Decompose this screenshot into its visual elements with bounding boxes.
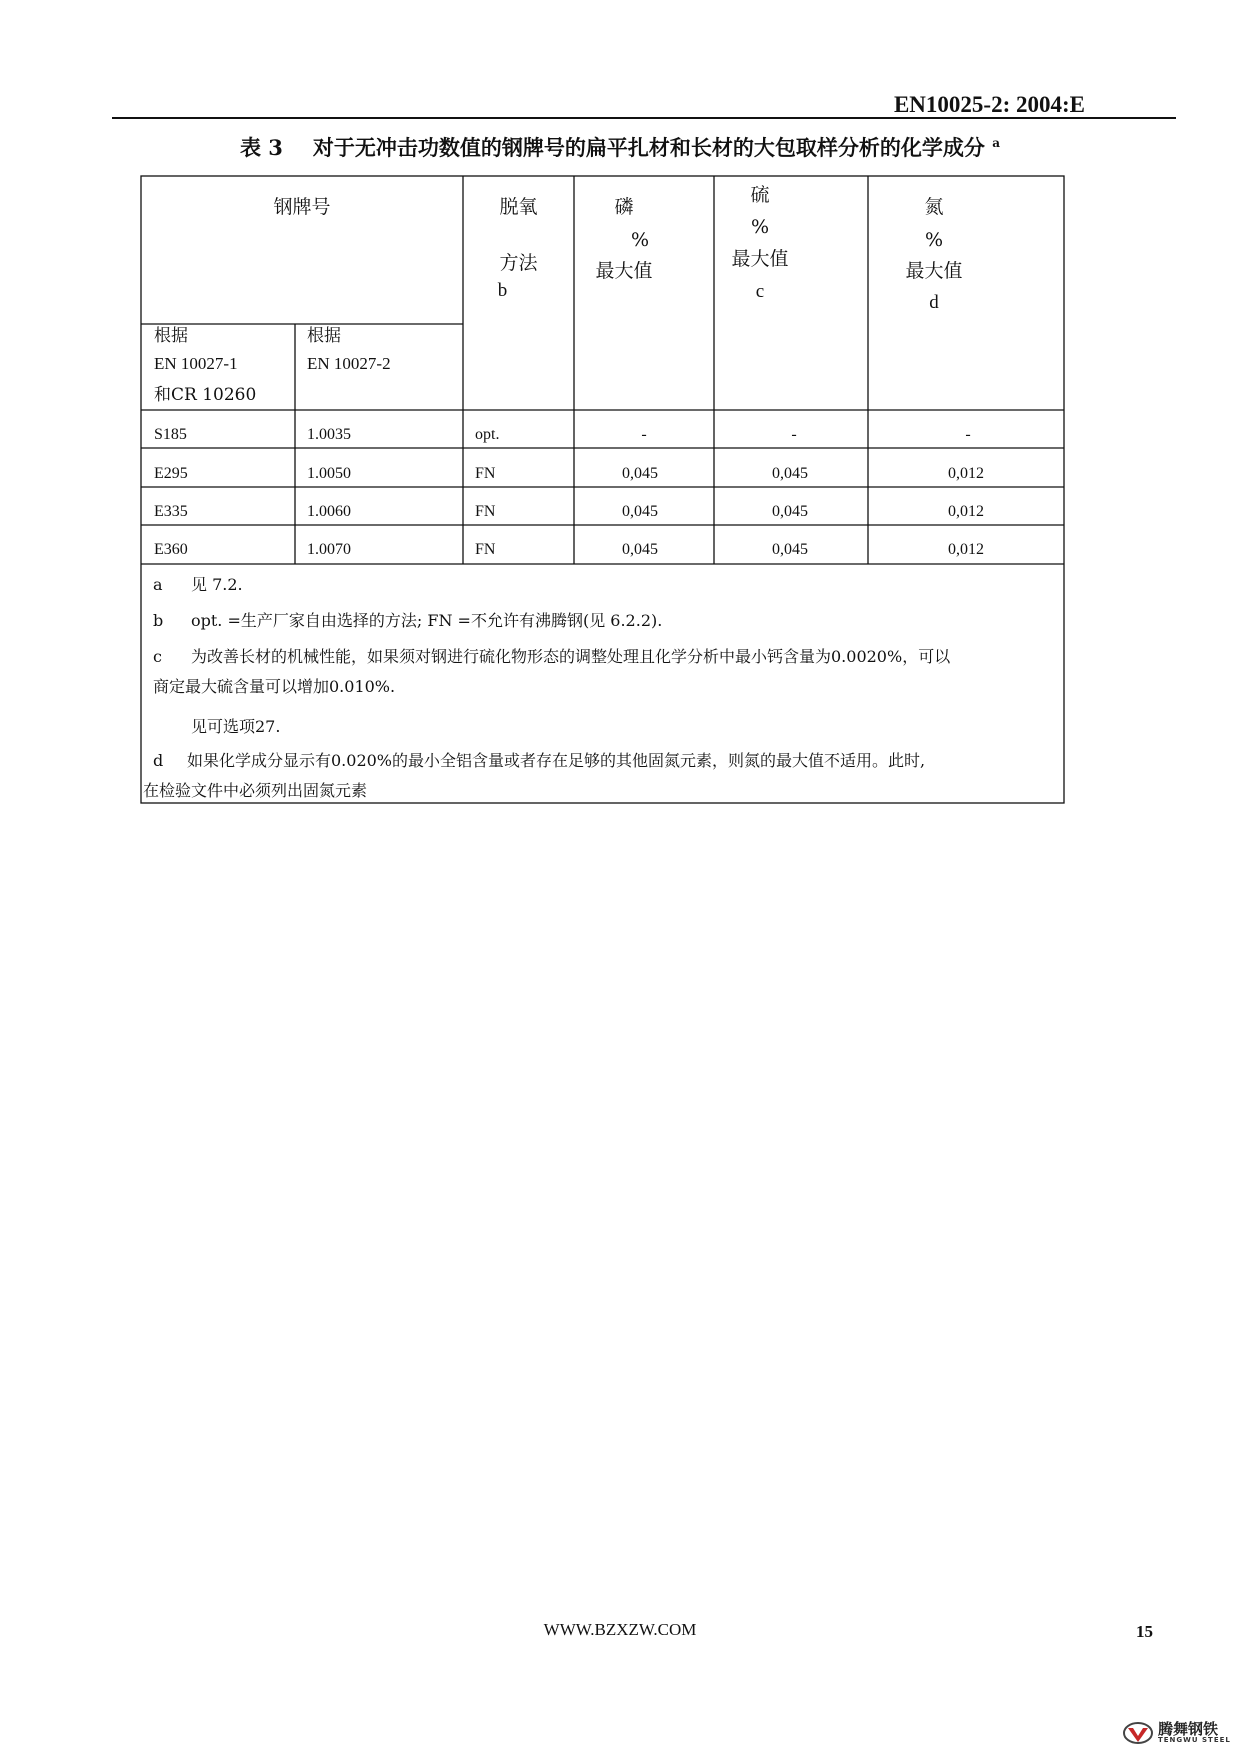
header-deox-line3: b (497, 280, 508, 301)
table-row-3-n: 0,012 (948, 503, 984, 520)
footnote-c-text-2: 商定最大硫含量可以增加0.010%. (153, 677, 396, 696)
header-s-line3: 最大值 (731, 248, 789, 270)
table-row-2-p: 0,045 (622, 465, 658, 482)
table-row-3-number: 1.0060 (307, 503, 351, 520)
footnote-a-key: a (153, 575, 163, 594)
footnote-a (153, 572, 243, 595)
table-row-3-s: 0,045 (772, 503, 808, 520)
table-row-1-number: 1.0035 (307, 426, 351, 443)
header-s-line2: % (750, 216, 770, 238)
footnote-d-text-1: 如果化学成分显示有0.020%的最小全铝含量或者存在足够的其他固氮元素，则氮的最大值不适用。此时, (187, 751, 926, 770)
footnote-b (153, 608, 662, 631)
table-row-3-p: 0,045 (622, 503, 658, 520)
table-row-4-s: 0,045 (772, 541, 808, 558)
table-title-text: 对于无冲击功数值的钢牌号的扁平扎材和长材的大包取样分析的化学成分 (312, 135, 985, 160)
standard-code: EN10025-2: 2004:E (893, 92, 1085, 117)
table-row-2-number: 1.0050 (307, 465, 351, 482)
header-n-line1: 氮 (924, 196, 944, 218)
header-by-number-line2: EN 10027-2 (307, 354, 391, 373)
table-row-4-n: 0,012 (948, 541, 984, 558)
footnote-d-key: d (153, 751, 164, 770)
header-p-line2: % (630, 229, 650, 251)
header-deox-line2: 方法 (499, 252, 538, 274)
footnote-d (153, 748, 925, 771)
table-row-1-p: - (641, 426, 647, 443)
brand-name-cn: 腾舞钢铁 (1158, 1720, 1219, 1738)
page-number: 15 (1136, 1622, 1153, 1641)
table-row-1-deox: opt. (475, 426, 500, 443)
header-deox-line1: 脱氧 (499, 196, 538, 218)
table-row-2-name: E295 (154, 465, 188, 482)
brand-name-en: TENGWU STEEL (1158, 1736, 1231, 1744)
table-row-4-deox: FN (475, 541, 496, 558)
header-n-line3: 最大值 (905, 260, 963, 282)
table-number: 表 3 (239, 135, 283, 160)
table-row-1-name: S185 (154, 426, 187, 443)
footnote-d-text-2: 在检验文件中必须列出固氮元素 (143, 781, 368, 800)
footnote-c-key: c (153, 647, 162, 666)
header-by-name-line3: 和CR 10260 (154, 385, 257, 405)
header-by-name-line2: EN 10027-1 (154, 354, 238, 373)
table-row-2-s: 0,045 (772, 465, 808, 482)
header-by-name-line1: 根据 (154, 326, 188, 346)
table-row-4-number: 1.0070 (307, 541, 351, 558)
footnote-c-text-3: 见可选项27. (191, 717, 281, 736)
table-row-4-name: E360 (154, 541, 188, 558)
header-s-line1: 硫 (750, 184, 770, 206)
table-title-superscript: a (992, 136, 1001, 150)
header-n-line2: % (924, 229, 944, 251)
steel-logo-icon (1122, 1720, 1154, 1746)
header-n-line4: d (929, 292, 939, 313)
footnote-b-key: b (153, 611, 164, 630)
footnote-c-text-1: 为改善长材的机械性能，如果须对钢进行硫化物形态的调整处理且化学分析中最小钙含量为0.0020%，可以 (191, 647, 951, 666)
table-row-2-deox: FN (475, 465, 496, 482)
table-row-1-s: - (791, 426, 797, 443)
header-grade: 钢牌号 (273, 196, 331, 218)
table-row-3-name: E335 (154, 503, 188, 520)
table-row-2-n: 0,012 (948, 465, 984, 482)
header-p-line3: 最大值 (595, 260, 653, 282)
table-row-4-p: 0,045 (622, 541, 658, 558)
header-p-line1: 磷 (614, 196, 634, 218)
brand-logo (1122, 1719, 1231, 1747)
footnote-a-text: 见 7.2. (191, 575, 243, 594)
footer-website: WWW.BZXZW.COM (543, 1620, 697, 1639)
table-row-3-deox: FN (475, 503, 496, 520)
header-s-line4: c (755, 281, 765, 302)
header-by-number-line1: 根据 (307, 326, 341, 346)
footnote-b-text: opt. =生产厂家自由选择的方法; FN =不允许有沸腾钢(见 6.2.2). (191, 611, 663, 630)
table-row-1-n: - (965, 426, 971, 443)
footnote-c (153, 644, 950, 667)
